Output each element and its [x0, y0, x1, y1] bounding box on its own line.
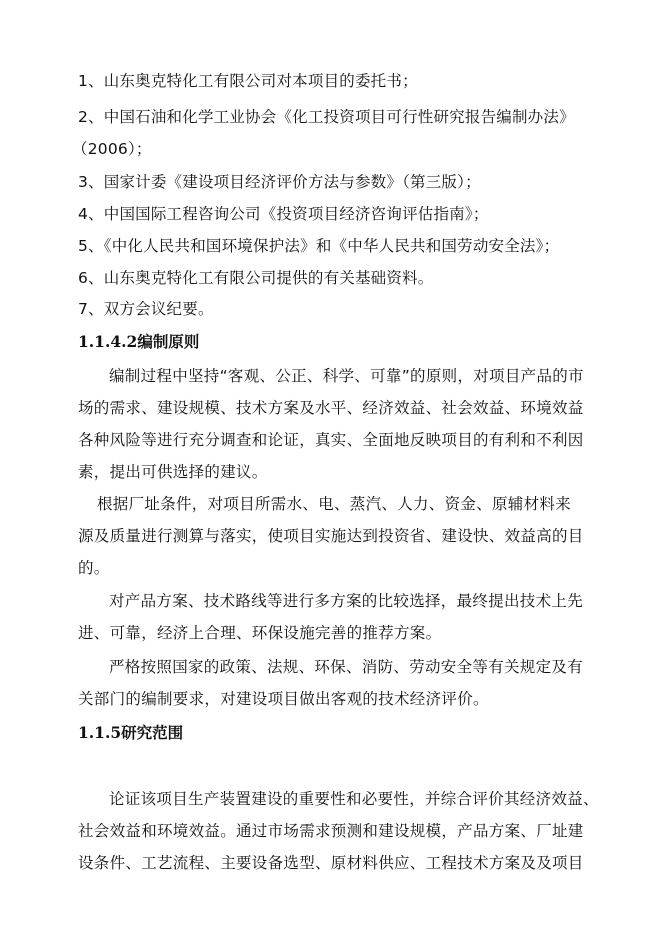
- paragraph-line: 素，提出可供选择的建议。: [78, 463, 268, 481]
- reference-item-6: 6、山东奥克特化工有限公司提供的有关基础资料。: [78, 269, 434, 287]
- reference-item-1: 1、山东奥克特化工有限公司对本项目的委托书；: [78, 72, 418, 90]
- principles-paragraph-3: [78, 585, 583, 649]
- paragraph-line: 对产品方案、技术路线等进行多方案的比较选择，最终提出技术上先: [109, 592, 584, 610]
- reference-item-7: 7、双方会议纪要。: [78, 300, 214, 318]
- paragraph-line: 进、可靠，经济上合理、环保设施完善的推荐方案。: [78, 624, 442, 642]
- paragraph-line: 场的需求、建设规模、技术方案及水平、经济效益、社会效益、环境效益: [78, 399, 584, 417]
- paragraph-line: 源及质量进行测算与落实，使项目实施达到投资省、建设快、效益高的目: [78, 527, 584, 545]
- principles-paragraph-1: [78, 360, 584, 488]
- paragraph-line: 根据厂址条件，对项目所需水、电、蒸汽、人力、资金、原辅材料来: [97, 495, 572, 513]
- paragraph-line: 各种风险等进行充分调查和论证，真实、全面地反映项目的有利和不利因: [78, 431, 584, 449]
- principles-paragraph-2: [78, 488, 584, 584]
- paragraph-line: 编制过程中坚持“客观、公正、科学、可靠”的原则，对项目产品的市: [109, 367, 584, 385]
- paragraph-line: 论证该项目生产装置建设的重要性和必要性，并综合评价其经济效益、: [109, 790, 599, 808]
- paragraph-line: 的。: [78, 559, 110, 577]
- reference-item-3: 3、国家计委《建设项目经济评价方法与参数》（第三版）；: [78, 173, 481, 191]
- paragraph-line: 设条件、工艺流程、主要设备选型、原材料供应、工程技术方案及及项目: [78, 854, 584, 872]
- reference-item-2-continuation: （2006）；: [72, 140, 152, 158]
- section-heading-scope: 1.1.5研究范围: [78, 723, 184, 742]
- reference-item-2: 2、中国石油和化学工业协会《化工投资项目可行性研究报告编制办法》: [78, 108, 575, 126]
- scope-paragraph-1: [78, 783, 599, 879]
- reference-item-5: 5、《中化人民共和国环境保护法》和《中华人民共和国劳动安全法》；: [78, 237, 560, 255]
- section-heading-principles: 1.1.4.2编制原则: [78, 332, 200, 351]
- principles-paragraph-4: [78, 651, 583, 715]
- paragraph-line: 关部门的编制要求，对建设项目做出客观的技术经济评价。: [78, 690, 489, 708]
- reference-item-4: 4、中国国际工程咨询公司《投资项目经济咨询评估指南》；: [78, 205, 489, 223]
- paragraph-line: 社会效益和环境效益。通过市场需求预测和建设规模，产品方案、厂址建: [78, 822, 584, 840]
- paragraph-line: 严格按照国家的政策、法规、环保、消防、劳动安全等有关规定及有: [109, 658, 584, 676]
